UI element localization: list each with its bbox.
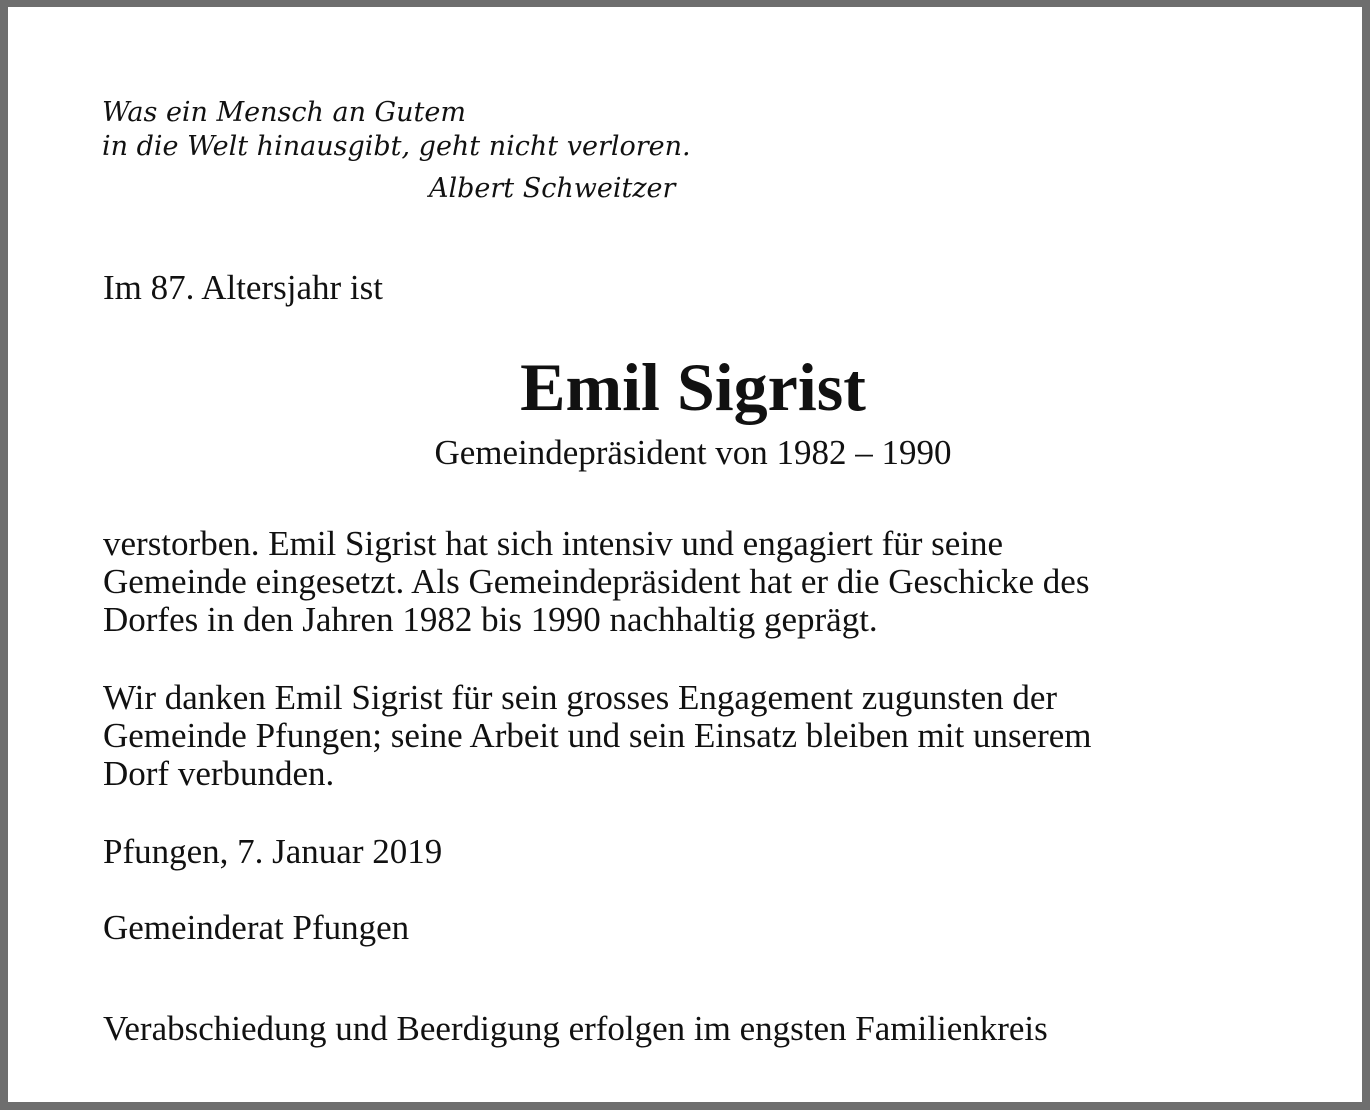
deceased-role: Gemeindepräsident von 1982 – 1990 <box>434 433 952 472</box>
deceased-name: Emil Sigrist <box>520 349 866 425</box>
paragraph-1-line-2: Gemeinde eingesetzt. Als Gemeindepräsident hat er die Geschicke des <box>103 562 1090 601</box>
quote-line-2: in die Welt hinausgibt, geht nicht verloren. <box>102 131 691 162</box>
quote-line-1: Was ein Mensch an Gutem <box>102 97 466 128</box>
quote-author: Albert Schweitzer <box>429 173 676 204</box>
paragraph-1-line-3: Dorfes in den Jahren 1982 bis 1990 nachhaltig geprägt. <box>103 600 878 639</box>
paragraph-2-line-1: Wir danken Emil Sigrist für sein grosses Engagement zugunsten der <box>103 678 1058 717</box>
paragraph-1-line-1: verstorben. Emil Sigrist hat sich intensiv und engagiert für seine <box>103 524 1004 563</box>
paragraph-2-line-3: Dorf verbunden. <box>103 754 335 793</box>
intro-text: Im 87. Altersjahr ist <box>103 268 383 307</box>
place-and-date: Pfungen, 7. Januar 2019 <box>103 832 443 871</box>
signature: Gemeinderat Pfungen <box>103 908 410 947</box>
paragraph-2-line-2: Gemeinde Pfungen; seine Arbeit und sein Einsatz bleiben mit unserem <box>103 716 1092 755</box>
closing-note: Verabschiedung und Beerdigung erfolgen im engsten Familienkreis <box>103 1009 1048 1048</box>
